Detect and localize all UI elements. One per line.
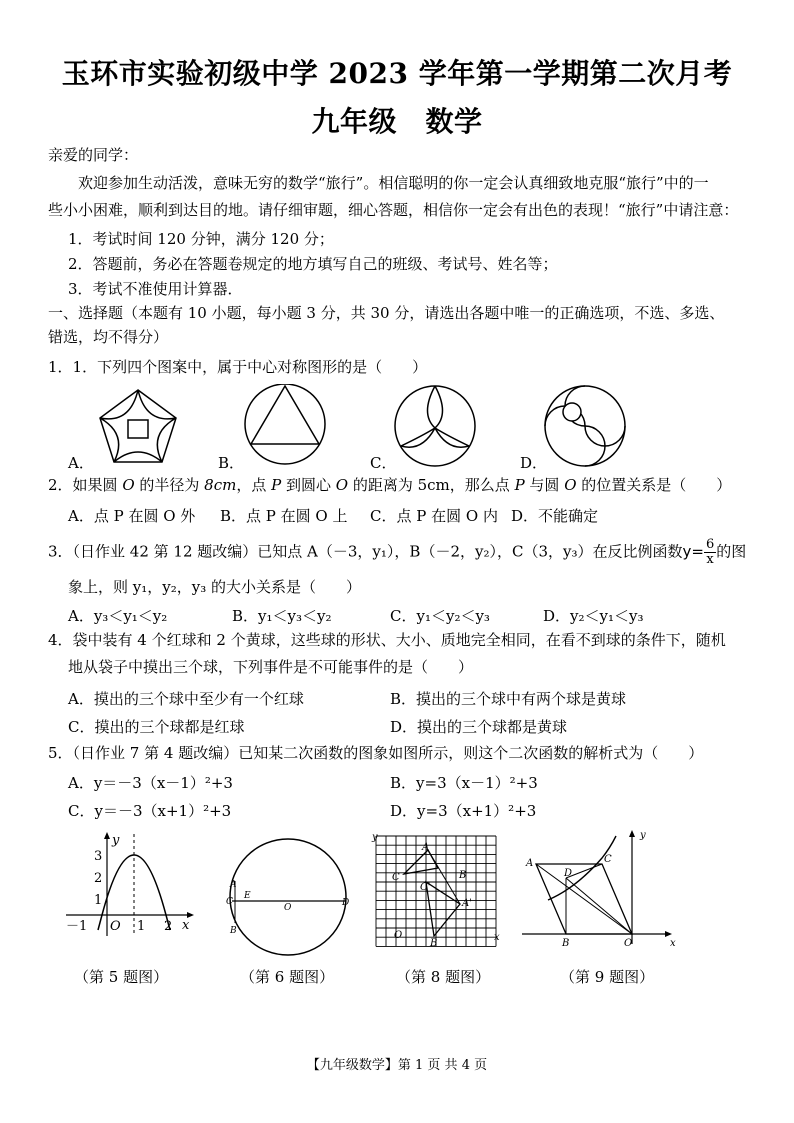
q3-option-c: C．y₁＜y₂＜y₃: [390, 607, 490, 625]
fig9-x-label: x: [670, 938, 676, 948]
q1-figure-a: [100, 390, 176, 462]
figure-6-caption: （第 6 题图）: [240, 968, 335, 986]
exam-subtitle: 九年级 数学: [311, 105, 483, 138]
greeting: 亲爱的同学：: [48, 146, 139, 164]
q2-option-c: C．点 P 在圆 O 内: [370, 507, 498, 525]
fig9-label-c: C: [604, 854, 612, 865]
q1-label-c: C．: [370, 454, 397, 472]
fig9-label-d: D: [564, 868, 573, 879]
figure-6: [224, 835, 354, 960]
note-3: 3．考试不准使用计算器．: [68, 280, 243, 298]
q5-option-c: C．y＝－3（x+1）²+3: [68, 802, 232, 820]
q3-stem: 3．（日作业 42 第 12 题改编）已知点 A（－3，y₁），B（－2，y₂），C（3，y₃）在反比例函数y= $\frac{6}{x}$ 的图: [48, 537, 747, 567]
q4-line-2: 地从袋子中摸出三个球，下列事件是不可能事件的是（ ）: [68, 658, 474, 676]
q3-function: y=: [682, 542, 704, 561]
fig9-label-o: O: [624, 938, 633, 948]
fig8-label-c-prime: C': [420, 882, 431, 893]
q2-option-d: D．不能确定: [511, 507, 599, 525]
fig8-x-label: x: [494, 932, 500, 943]
fig5-tick-2x: 2: [164, 919, 173, 934]
q4-option-a: A．摸出的三个球中至少有一个红球: [68, 690, 304, 708]
fig9-label-a: A: [526, 858, 534, 869]
fig9-y-label: y: [640, 830, 646, 841]
fig5-tick-2: 2: [94, 871, 103, 886]
q2-option-a: A．点 P 在圆 O 外: [68, 507, 196, 525]
section-heading-line-2: 错选，均不得分）: [48, 328, 169, 346]
page-footer: 【九年级数学】第 1 页 共 4 页: [306, 1058, 488, 1073]
fig8-label-b: B: [459, 870, 467, 881]
note-1: 1．考试时间 120 分钟，满分 120 分；: [68, 230, 334, 248]
fig5-tick-neg1: －1: [66, 919, 88, 934]
q1-figure-b: [245, 384, 325, 464]
q3-fraction: $\frac{6}{x}$: [705, 537, 715, 567]
q1-figure-c: [395, 386, 475, 466]
fig8-label-a: A: [422, 842, 430, 853]
q5-option-d: D．y=3（x+1）²+3: [390, 802, 537, 820]
note-2: 2．答题前，务必在答题卷规定的地方填写自己的班级、考试号、姓名等；: [68, 255, 558, 273]
q5-option-a: A．y＝－3（x－1）²+3: [68, 774, 233, 792]
fig8-label-b2: B: [430, 938, 438, 949]
q2-option-b: B．点 P 在圆 O 上: [220, 507, 348, 525]
q3-line-2: 象上，则 y₁，y₂，y₃ 的大小关系是（ ）: [68, 578, 361, 596]
figure-9: [520, 828, 680, 948]
fig9-label-b: B: [562, 938, 570, 948]
fig8-label-a-prime: A': [462, 898, 472, 909]
fig6-label-a: A: [230, 880, 237, 890]
fig6-label-c: C: [226, 897, 233, 907]
intro-line-2: 些小小困难，顺利到达目的地。请仔细审题，细心答题，相信你一定会有出色的表现！“旅行”中请注意：: [48, 201, 739, 219]
q3-option-b: B．y₁＜y₃＜y₂: [232, 607, 332, 625]
figure-5-caption: （第 5 题图）: [74, 968, 169, 986]
figure-9-caption: （第 9 题图）: [560, 968, 655, 986]
figure-8-caption: （第 8 题图）: [396, 968, 491, 986]
figure-5: [62, 830, 202, 940]
q1-label-a: A．: [68, 454, 94, 472]
fig8-label-o: O: [394, 930, 403, 941]
fig6-label-e: E: [244, 891, 251, 901]
intro-line-1: 欢迎参加生动活泼，意味无穷的数学“旅行”。相信聪明的你一定会认真细致地克服“旅行”中的一: [78, 174, 709, 192]
q4-option-b: B．摸出的三个球中有两个球是黄球: [390, 690, 627, 708]
fig6-label-b: B: [230, 926, 237, 936]
q2-stem: 2．如果圆 O 的半径为 8cm，点 P 到圆心 O 的距离为 5cm，那么点 P 与圆 O 的位置关系是（ ）: [48, 476, 732, 494]
fig8-label-c: C: [392, 872, 400, 883]
fig6-label-o: O: [284, 903, 292, 913]
q1-figure-d: [545, 386, 625, 466]
fig8-y-label: y: [372, 832, 378, 843]
fig5-tick-1x: 1: [137, 919, 146, 934]
fig5-x-label: x: [182, 918, 190, 933]
fig6-label-d: D: [342, 898, 350, 908]
section-heading-line-1: 一、选择题（本题有 10 小题，每小题 3 分，共 30 分，请选出各题中唯一的正确选项，不选、多选、: [48, 304, 725, 322]
q5-option-b: B．y=3（x－1）²+3: [390, 774, 538, 792]
q1-figures: [60, 384, 760, 470]
q1-stem: 1．1．下列四个图案中，属于中心对称图形的是（ ）: [48, 358, 428, 376]
q3-option-a: A．y₃＜y₁＜y₂: [68, 607, 168, 625]
q1-label-b: B．: [218, 454, 245, 472]
figure-8: [370, 830, 502, 954]
q4-option-d: D．摸出的三个球都是黄球: [390, 718, 568, 736]
exam-title: 玉环市实验初级中学 2023 学年第一学期第二次月考: [61, 57, 733, 90]
q5-stem: 5．（日作业 7 第 4 题改编）已知某二次函数的图象如图所示，则这个二次函数的解析式为（ ）: [48, 744, 704, 762]
q3-option-d: D．y₂＜y₁＜y₃: [543, 607, 644, 625]
q4-line-1: 4．袋中装有 4 个红球和 2 个黄球，这些球的形状、大小、质地完全相同，在看不到球的条件下，随机: [48, 631, 726, 649]
fig5-y-label: y: [112, 833, 120, 848]
fig5-origin: O: [110, 919, 121, 934]
fig5-tick-1: 1: [94, 893, 103, 908]
q4-option-c: C．摸出的三个球都是红球: [68, 718, 245, 736]
fig5-tick-3: 3: [94, 849, 103, 864]
q1-label-d: D．: [520, 454, 548, 472]
